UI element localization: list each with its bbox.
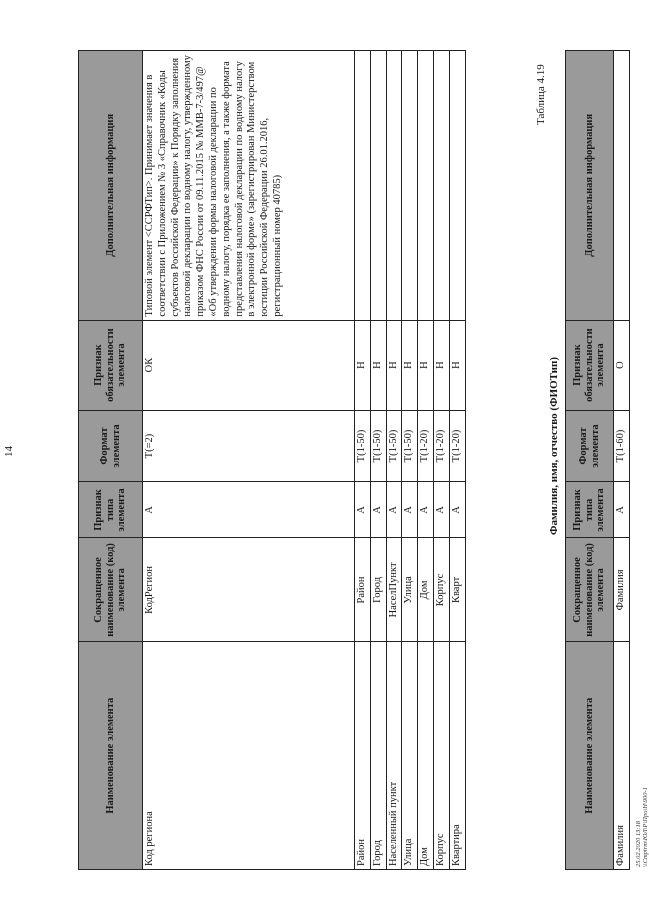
- cell: Т(1-50): [402, 410, 418, 482]
- cell: А: [449, 482, 465, 538]
- cell: Н: [370, 320, 386, 410]
- cell: Н: [418, 320, 434, 410]
- cell: Дом: [418, 538, 434, 642]
- header-cell: Дополнительная информация: [566, 51, 614, 321]
- cell: Город: [370, 538, 386, 642]
- cell: Н: [449, 320, 465, 410]
- header-cell: Формат элемента: [79, 410, 143, 482]
- cell: А: [355, 482, 371, 538]
- cell: А: [143, 482, 355, 538]
- cell: Дом: [418, 642, 434, 870]
- header-cell: Сокращенное наименование (код) элемента: [566, 538, 614, 642]
- header-cell: Наименование элемента: [79, 642, 143, 870]
- cell: Т(1-20): [433, 410, 449, 482]
- cell: [433, 51, 449, 321]
- table-row: [402, 51, 418, 870]
- cell: [418, 51, 434, 321]
- cell: Код региона: [143, 642, 355, 870]
- cell: Н: [402, 320, 418, 410]
- footer-date: 25.02.2020 13:18: [635, 820, 642, 867]
- table-row: [355, 51, 371, 870]
- table-row: [418, 51, 434, 870]
- footer-print-info: [635, 787, 649, 867]
- cell: ОК: [143, 320, 355, 410]
- cell: Город: [370, 642, 386, 870]
- cell: Корпус: [433, 538, 449, 642]
- cell: [355, 51, 371, 321]
- cell: А: [402, 482, 418, 538]
- cell: Район: [355, 642, 371, 870]
- cell: Т(=2): [143, 410, 355, 482]
- cell: КодРегион: [143, 538, 355, 642]
- cell: А: [614, 482, 630, 538]
- cell: Район: [355, 538, 371, 642]
- cell: НаселПункт: [386, 538, 402, 642]
- cell: Квартира: [449, 642, 465, 870]
- cell: А: [370, 482, 386, 538]
- header-cell: Признак типа элемента: [79, 482, 143, 538]
- page-number: 14: [3, 446, 15, 457]
- cell: Н: [386, 320, 402, 410]
- table-row: [386, 51, 402, 870]
- cell: [614, 51, 630, 321]
- fio-table: [565, 50, 630, 870]
- header-cell: Формат элемента: [566, 410, 614, 482]
- table-row: [449, 51, 465, 870]
- header-cell: Сокращенное наименование (код) элемента: [79, 538, 143, 642]
- cell: А: [418, 482, 434, 538]
- section-title: Фамилия, имя, отчество (ФИОТип): [548, 356, 560, 535]
- cell: Фамилия: [614, 642, 630, 870]
- table-row: [370, 51, 386, 870]
- cell: Типовой элемент <ССРФТип>. Принимает значения в соответствии с Приложением № 3 «Справочник «Коды субъектов Российской Федерации» к Порядку заполнения налоговой декларации по водному налогу, утвержденному приказом ФНС России от 09.11.2015 № ММВ-7-3/497@ «Об утверждении формы налоговой декларации по водному налогу, порядка ее заполнения, а также формата представления налоговой декларации по водному налогу в электронной форме» (зарегистрирован Министерством юстиции Российской Федерации 26.01.2016, регистрационный номер 40785): [143, 51, 355, 321]
- table-number: Таблица 4.19: [535, 64, 547, 125]
- cell: Т(1-50): [370, 410, 386, 482]
- cell: О: [614, 320, 630, 410]
- table-header-row: [566, 51, 614, 870]
- cell: Т(1-60): [614, 410, 630, 482]
- cell: Т(1-50): [355, 410, 371, 482]
- header-cell: Признак обязательности элемента: [566, 320, 614, 410]
- footer-path: \\Cmptrm\ЮЛ\Р\Про\Н\900-1: [642, 787, 649, 867]
- header-cell: Признак типа элемента: [566, 482, 614, 538]
- cell: [370, 51, 386, 321]
- address-elements-table: [78, 50, 466, 870]
- cell: Кварт: [449, 538, 465, 642]
- table-row: [433, 51, 449, 870]
- cell: А: [433, 482, 449, 538]
- cell: Т(1-50): [386, 410, 402, 482]
- cell: [449, 51, 465, 321]
- header-cell: Дополнительная информация: [79, 51, 143, 321]
- cell: Улица: [402, 538, 418, 642]
- table-header-row: [79, 51, 143, 870]
- cell: Улица: [402, 642, 418, 870]
- cell: Т(1-20): [418, 410, 434, 482]
- cell: [402, 51, 418, 321]
- header-cell: Признак обязательности элемента: [79, 320, 143, 410]
- header-cell: Наименование элемента: [566, 642, 614, 870]
- cell: Н: [433, 320, 449, 410]
- cell: А: [386, 482, 402, 538]
- cell: Корпус: [433, 642, 449, 870]
- table-row: [143, 51, 355, 870]
- cell: Населенный пункт: [386, 642, 402, 870]
- cell: Фамилия: [614, 538, 630, 642]
- cell: Н: [355, 320, 371, 410]
- cell: Т(1-20): [449, 410, 465, 482]
- table-row: [614, 51, 630, 870]
- cell: [386, 51, 402, 321]
